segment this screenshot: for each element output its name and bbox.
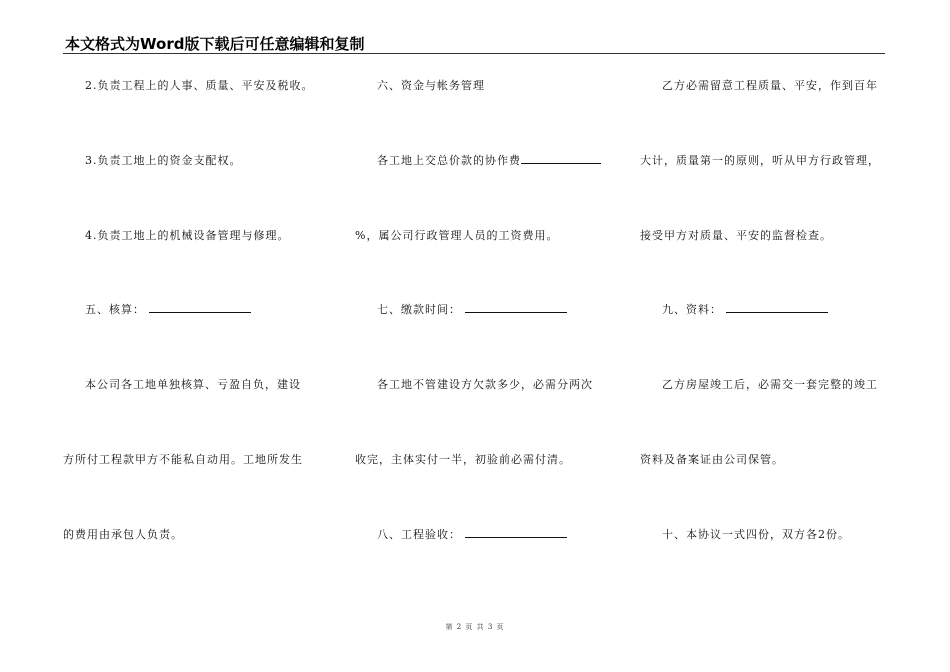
- page-number-footer: 第 2 页 共 3 页: [445, 623, 505, 631]
- paragraph-line: 接受甲方对质量、平安的监督检查。: [640, 229, 832, 242]
- fill-in-blank: [521, 154, 601, 164]
- text-column-middle: [355, 0, 617, 672]
- text-column-right: [640, 0, 890, 672]
- paragraph-line: 各工地不管建设方欠款多少，必需分两次: [377, 378, 593, 391]
- paragraph-line: 的费用由承包人负责。: [63, 528, 183, 541]
- paragraph-line: 大计，质量第一的原则，听从甲方行政管理，: [640, 154, 880, 167]
- fill-in-blank: [726, 303, 828, 313]
- section-heading-copies: 十、本协议一式四份，双方各2份。: [662, 528, 850, 541]
- section-heading-label: 五、核算：: [85, 303, 145, 316]
- fill-in-blank: [149, 303, 251, 313]
- clause-line: 3.负责工地上的资金支配权。: [85, 154, 242, 167]
- paragraph-line: 乙方房屋竣工后，必需交一套完整的竣工: [662, 378, 878, 391]
- section-heading-payment-time: [355, 303, 567, 317]
- fee-clause-line: [355, 154, 601, 168]
- paragraph-line: 收完，主体实付一半，初验前必需付清。: [355, 453, 571, 466]
- clause-line: 4.负责工地上的机械设备管理与修理。: [85, 229, 290, 242]
- section-heading-label: 七、缴款时间：: [377, 303, 461, 316]
- fill-in-blank: [465, 528, 567, 538]
- section-heading-finance: 六、资金与帐务管理: [377, 79, 485, 92]
- fee-clause-label: 各工地上交总价款的协作费: [377, 154, 521, 167]
- paragraph-line: 乙方必需留意工程质量、平安，作到百年: [662, 79, 878, 92]
- section-heading-label: 八、工程验收：: [377, 528, 461, 541]
- clause-line: 2.负责工程上的人事、质量、平安及税收。: [85, 79, 314, 92]
- section-heading-accounting: [63, 303, 251, 317]
- fill-in-blank: [465, 303, 567, 313]
- paragraph-line: 本公司各工地单独核算、亏盈自负，建设: [85, 378, 301, 391]
- section-heading-acceptance: [355, 528, 567, 542]
- section-heading-documents: [640, 303, 828, 317]
- document-header-title: 本文格式为Word版下载后可任意编辑和复制: [65, 35, 365, 53]
- section-heading-label: 九、资料：: [662, 303, 722, 316]
- paragraph-line: 资料及备案证由公司保管。: [640, 453, 784, 466]
- paragraph-line: 方所付工程款甲方不能私自动用。工地所发生: [63, 453, 303, 466]
- paragraph-line: %，属公司行政管理人员的工资费用。: [355, 229, 559, 242]
- text-column-left: [63, 0, 331, 672]
